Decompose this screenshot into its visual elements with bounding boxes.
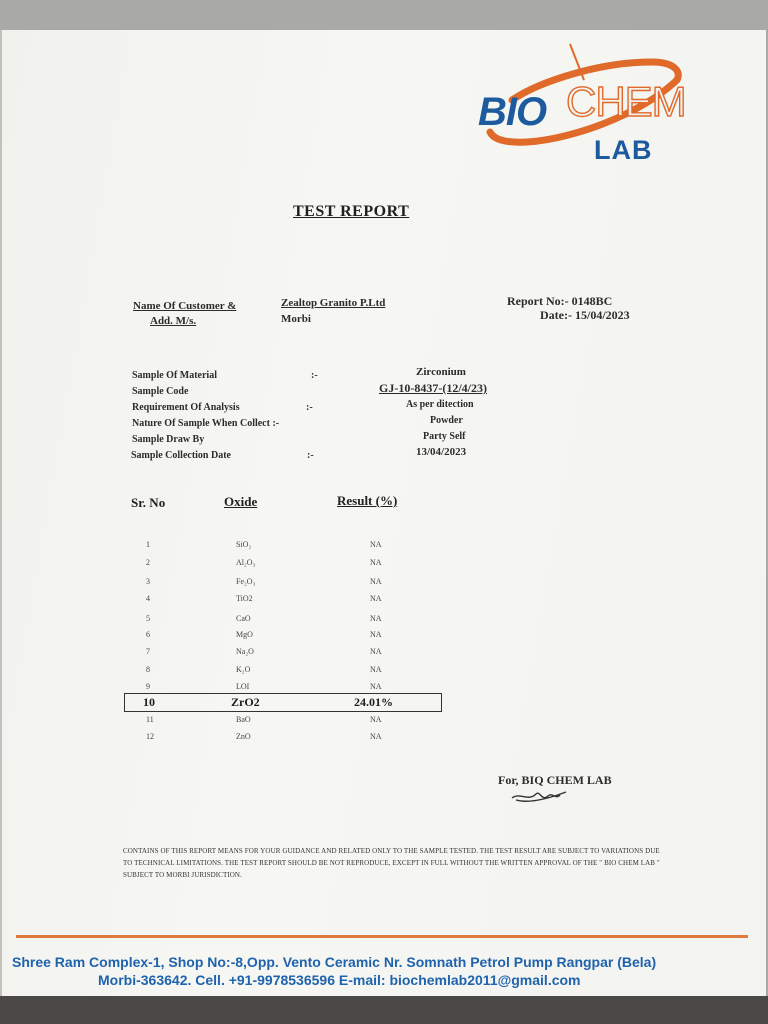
cell-sr: 11: [146, 715, 154, 724]
background-surface: [0, 996, 768, 1024]
cell-oxide: MgO: [236, 630, 253, 639]
signature-for-label: For, BIQ CHEM LAB: [498, 773, 612, 787]
cell-sr: 3: [146, 577, 150, 586]
sample-sep: :-: [311, 370, 318, 381]
cell-result: NA: [370, 715, 382, 724]
cell-oxide: ZrO2: [231, 695, 260, 709]
sample-label: Sample Code: [132, 386, 189, 397]
cell-sr: 1: [146, 540, 150, 549]
header-result: Result (%): [337, 493, 398, 508]
cell-result: NA: [370, 558, 382, 567]
sample-label: Requirement Of Analysis: [132, 402, 240, 413]
cell-sr: 2: [146, 558, 150, 567]
cell-sr: 12: [146, 732, 154, 741]
cell-oxide: ZnO: [236, 732, 251, 741]
header-sr-no: Sr. No: [131, 495, 166, 510]
cell-oxide: Al₂O₃: [236, 558, 256, 567]
table-row: [124, 732, 440, 748]
sample-sep: :-: [307, 450, 314, 461]
report-date: Date:- 15/04/2023: [540, 308, 630, 322]
report-number: Report No:- 0148BC: [507, 294, 613, 308]
table-row: [124, 577, 440, 593]
sample-value: GJ-10-8437-(12/4/23): [379, 381, 487, 395]
cell-result: 24.01%: [354, 695, 393, 709]
cell-result: NA: [370, 682, 382, 691]
footer-address: Shree Ram Complex-1, Shop No:-8,Opp. Vento Ceramic Nr. Somnath Petrol Pump Rangpar (Bela): [12, 954, 657, 970]
footer-divider: [16, 935, 748, 938]
cell-sr: 10: [143, 695, 155, 709]
sample-value: Zirconium: [416, 366, 466, 378]
table-row: [124, 594, 440, 610]
customer-label-line1: Name Of Customer &: [133, 300, 237, 312]
table-row: [124, 630, 440, 646]
cell-result: NA: [370, 594, 382, 603]
cell-result: NA: [370, 630, 382, 639]
cell-sr: 4: [146, 594, 150, 603]
sample-sep: :-: [306, 402, 313, 413]
report-title: TEST REPORT: [293, 203, 410, 220]
cell-oxide: SiO₂: [236, 540, 252, 549]
customer-label-line2: Add. M/s.: [150, 315, 197, 327]
header-oxide: Oxide: [224, 494, 258, 509]
cell-result: NA: [370, 577, 382, 586]
sample-label: Sample Draw By: [132, 434, 205, 445]
cell-sr: 9: [146, 682, 150, 691]
cell-result: NA: [370, 614, 382, 623]
sample-label: Sample Collection Date: [131, 450, 231, 461]
cell-sr: 7: [146, 647, 150, 656]
footer-contact: Morbi-363642. Cell. +91-9978536596 E-mail: biochemlab2011@gmail.com: [98, 972, 581, 988]
cell-oxide: K₂O: [236, 665, 251, 674]
cell-result: NA: [370, 540, 382, 549]
customer-name: Zealtop Granito P.Ltd: [281, 297, 386, 309]
disclaimer-text: CONTAINS OF THIS REPORT MEANS FOR YOUR GUIDANCE AND RELATED ONLY TO THE SAMPLE TESTED. THE TEST RESULT ARE SUBJECT TO VARIATIONS DUE TO TECHNICAL LIMITATIONS. THE TEST REPORT SHOULD BE NOT REPRODUCE, EXCEPT IN FULL WITHOUT THE WRITTEN APPROVAL OF THE " BIO CHEM LAB " SUBJECT TO MORBI JURISDICTION.: [123, 847, 660, 879]
cell-result: NA: [370, 647, 382, 656]
table-row: [124, 540, 440, 556]
logo-chem-text: CHEM: [566, 78, 686, 125]
sample-value: Powder: [430, 415, 463, 426]
cell-sr: 5: [146, 614, 150, 623]
sample-value: As per ditection: [406, 399, 474, 410]
cell-oxide: LOI: [236, 682, 250, 691]
logo-lab-text: LAB: [594, 135, 653, 165]
table-row: [124, 715, 440, 731]
sample-value: Party Self: [423, 431, 466, 442]
cell-result: NA: [370, 732, 382, 741]
cell-result: NA: [370, 665, 382, 674]
customer-city: Morbi: [281, 313, 311, 325]
cell-sr: 6: [146, 630, 150, 639]
logo-bio-text: BIO: [478, 90, 547, 134]
cell-sr: 8: [146, 665, 150, 674]
sample-label: Nature Of Sample When Collect :-: [132, 418, 280, 429]
table-row-highlighted: [124, 693, 442, 712]
cell-oxide: TiO2: [236, 594, 253, 603]
signature-scribble-icon: [510, 786, 570, 808]
table-row: [124, 614, 440, 630]
sample-label: Sample Of Material: [132, 370, 217, 381]
cell-oxide: Fe₂O₃: [236, 577, 256, 586]
sample-value: 13/04/2023: [416, 446, 467, 458]
table-row: [124, 647, 440, 663]
cell-oxide: Na₂O: [236, 647, 254, 656]
cell-oxide: CaO: [236, 614, 251, 623]
table-row: [124, 665, 440, 681]
table-row: [124, 558, 440, 574]
cell-oxide: BaO: [236, 715, 251, 724]
biochem-logo: [472, 40, 692, 170]
